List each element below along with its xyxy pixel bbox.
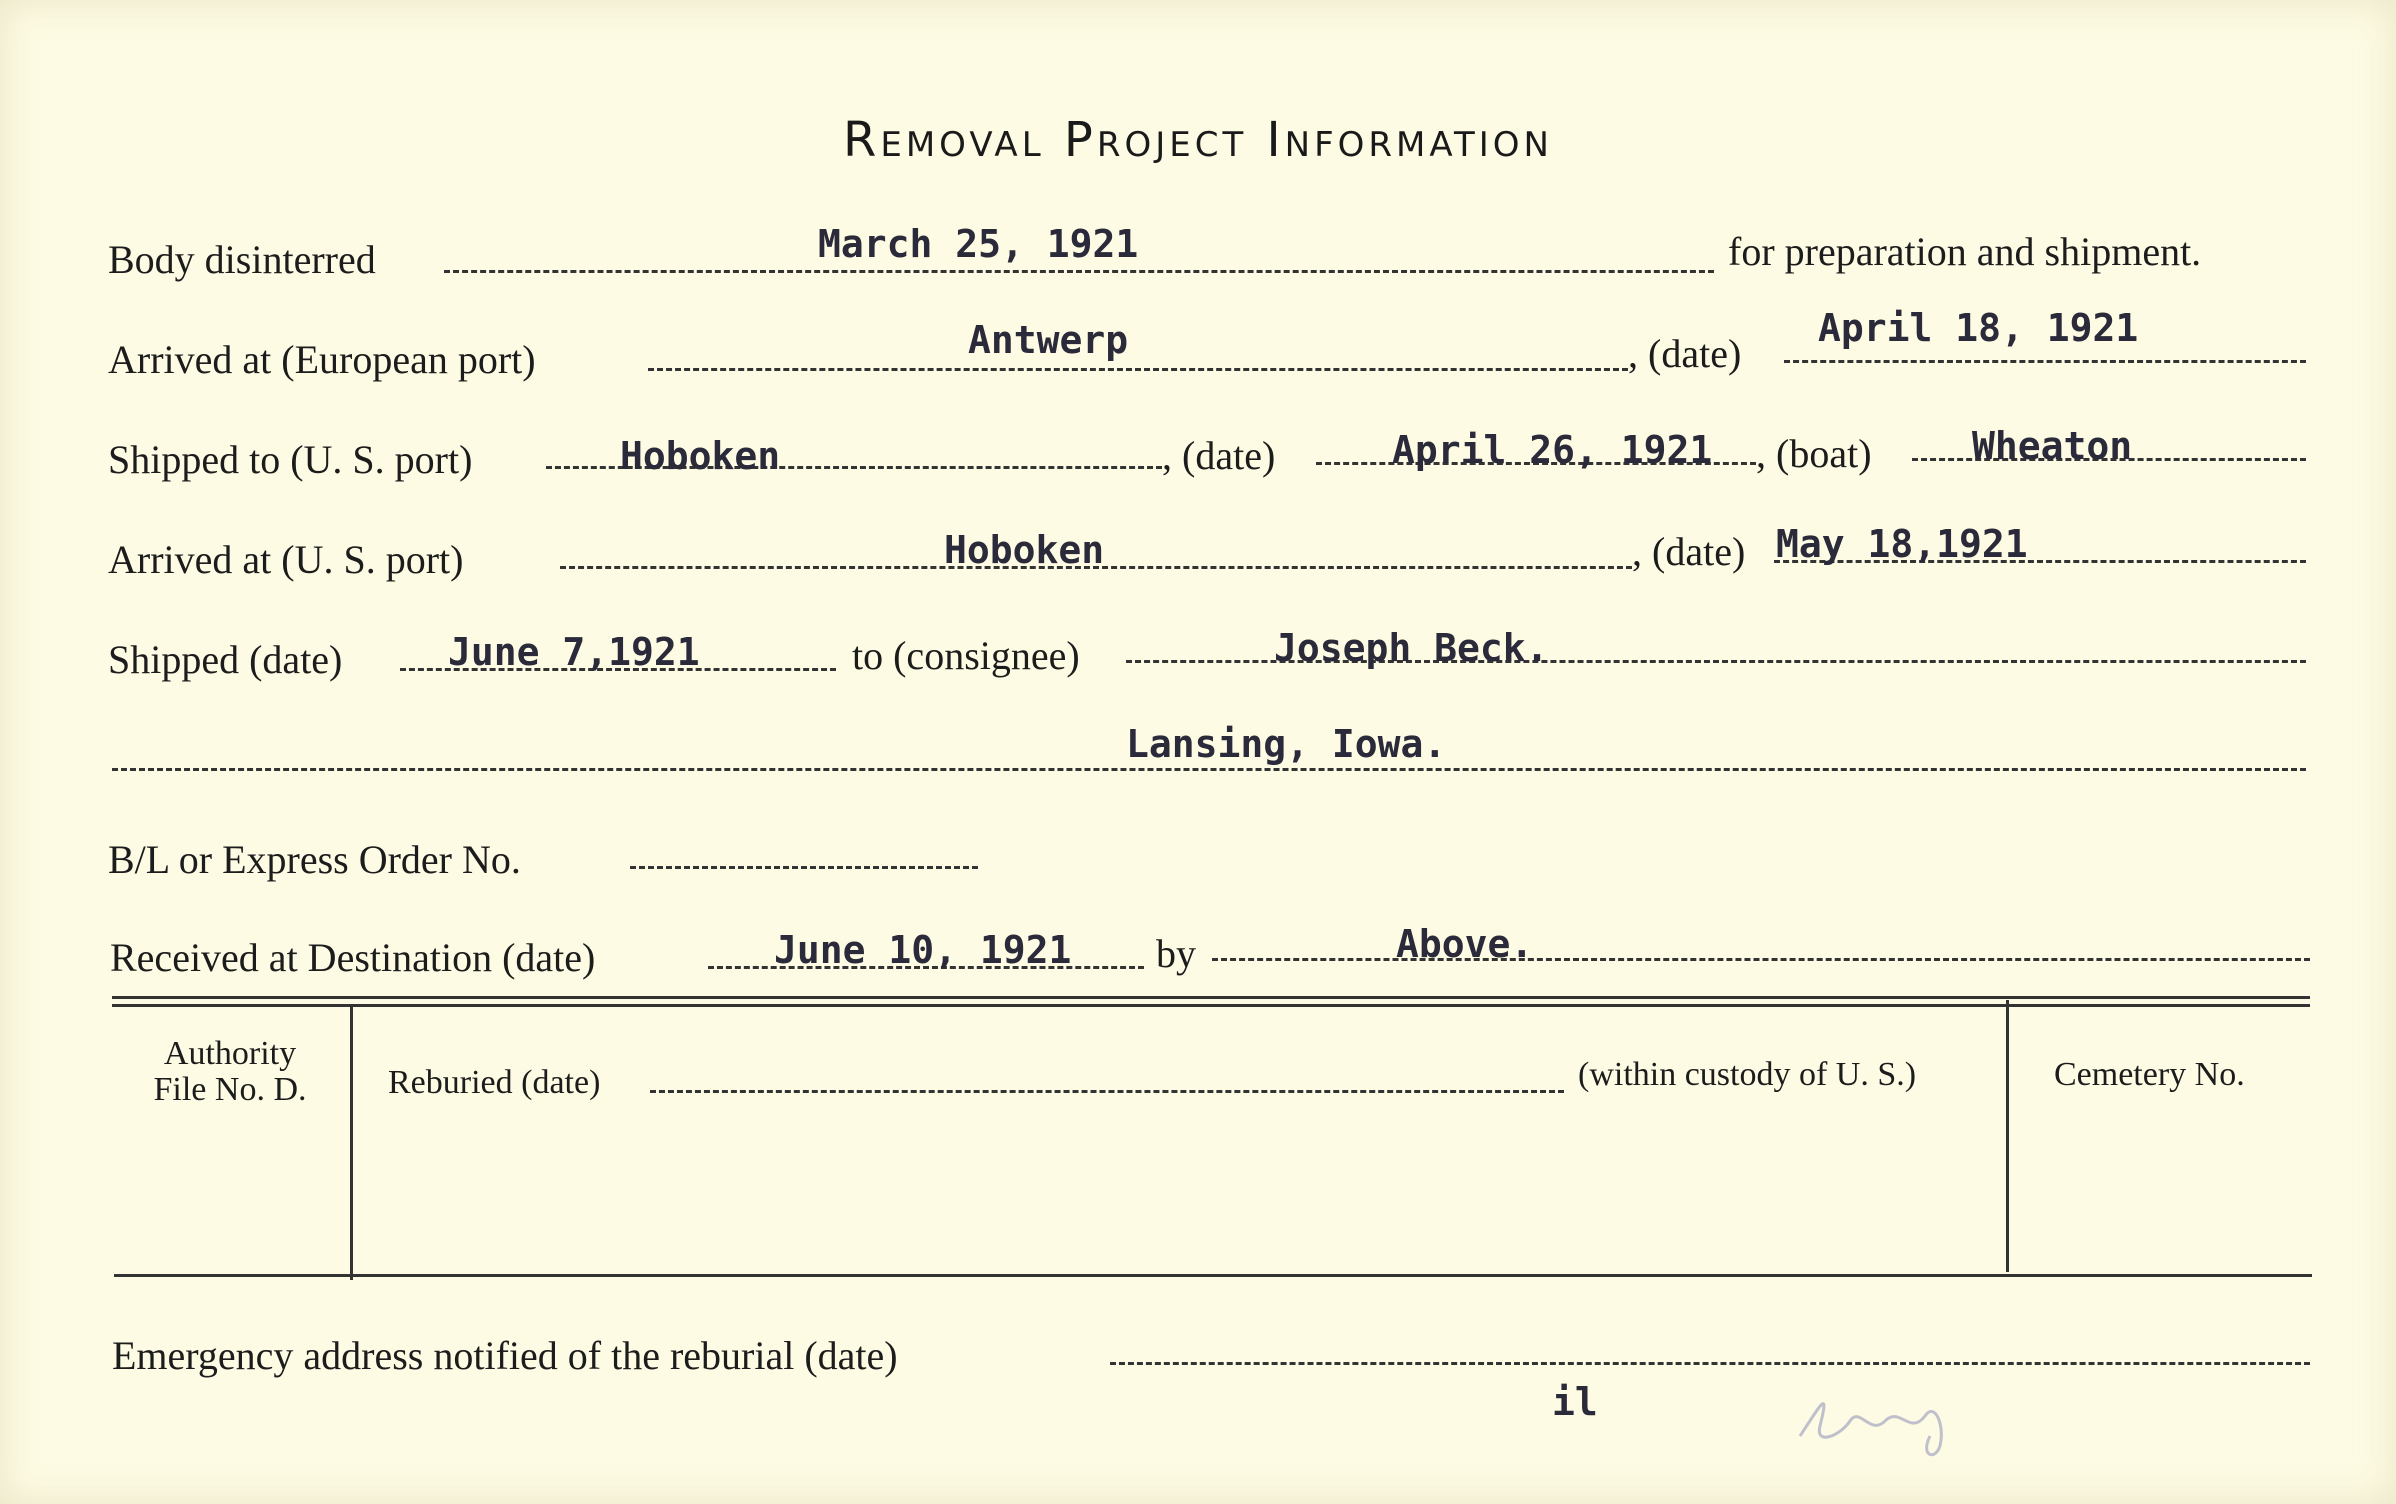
arrived-us-port: Hoboken [944, 528, 1105, 572]
box-top-rule-2 [112, 1004, 2310, 1007]
shipped-to-date-label: , (date) [1162, 433, 1276, 478]
address-line [112, 768, 2306, 771]
body-disinterred-line [444, 270, 1714, 273]
arrived-eu-date-line [1784, 360, 2306, 363]
bl-line [630, 866, 978, 869]
emergency-label: Emergency address notified of the reburial (date) [112, 1333, 898, 1378]
pencil-scribble [1790, 1366, 1970, 1466]
box-divider-left [350, 1006, 353, 1280]
reburied-label: Reburied (date) [388, 1064, 601, 1101]
bl-label: B/L or Express Order No. [108, 837, 521, 882]
arrived-eu-date-value: April 18, 1921 [1818, 306, 2139, 350]
footer-mark: il [1552, 1380, 1598, 1424]
body-disinterred-value: March 25, 1921 [818, 222, 1139, 266]
arrived-eu-date-label: , (date) [1628, 331, 1742, 376]
arrived-eu-port: Antwerp [968, 318, 1129, 362]
received-date-value: June 10, 1921 [774, 928, 1072, 972]
consignee-label: to (consignee) [852, 633, 1080, 678]
received-by-label: by [1156, 931, 1196, 976]
arrived-us-date-label: , (date) [1632, 529, 1746, 574]
emergency-line [1110, 1362, 2310, 1365]
arrived-us-date-value: May 18,1921 [1776, 522, 2028, 566]
arrived-us-label: Arrived at (U. S. port) [108, 537, 464, 582]
received-by-line [1212, 958, 2310, 961]
shipped-to-port: Hoboken [620, 434, 781, 478]
boat-label: , (boat) [1756, 431, 1872, 476]
boat-value: Wheaton [1972, 424, 2133, 468]
body-disinterred-suffix: for preparation and shipment. [1728, 229, 2202, 274]
card-title: Removal Project Information [843, 112, 1553, 168]
shipped-to-date-value: April 26, 1921 [1392, 428, 1713, 472]
box-bottom-rule [114, 1274, 2312, 1277]
address-value: Lansing, Iowa. [1126, 722, 1447, 766]
box-top-rule [112, 996, 2310, 999]
cemetery-no-label: Cemetery No. [2054, 1056, 2245, 1093]
shipped-date-label: Shipped (date) [108, 637, 343, 682]
authority-file-label [118, 1036, 342, 1108]
arrived-eu-label: Arrived at (European port) [108, 337, 536, 382]
custody-label: (within custody of U. S.) [1578, 1056, 1917, 1093]
shipped-date-value: June 7,1921 [448, 630, 700, 674]
received-by-value: Above. [1396, 922, 1534, 966]
received-label: Received at Destination (date) [110, 935, 596, 980]
file-no-label: File No. D. [153, 1071, 307, 1108]
box-divider-right [2006, 1000, 2009, 1272]
arrived-eu-line [648, 368, 1628, 371]
consignee-value: Joseph Beck. [1274, 626, 1549, 670]
body-disinterred-label: Body disinterred [108, 237, 376, 282]
shipped-to-label: Shipped to (U. S. port) [108, 437, 473, 482]
reburied-line [650, 1090, 1564, 1093]
authority-label: Authority [163, 1035, 297, 1072]
